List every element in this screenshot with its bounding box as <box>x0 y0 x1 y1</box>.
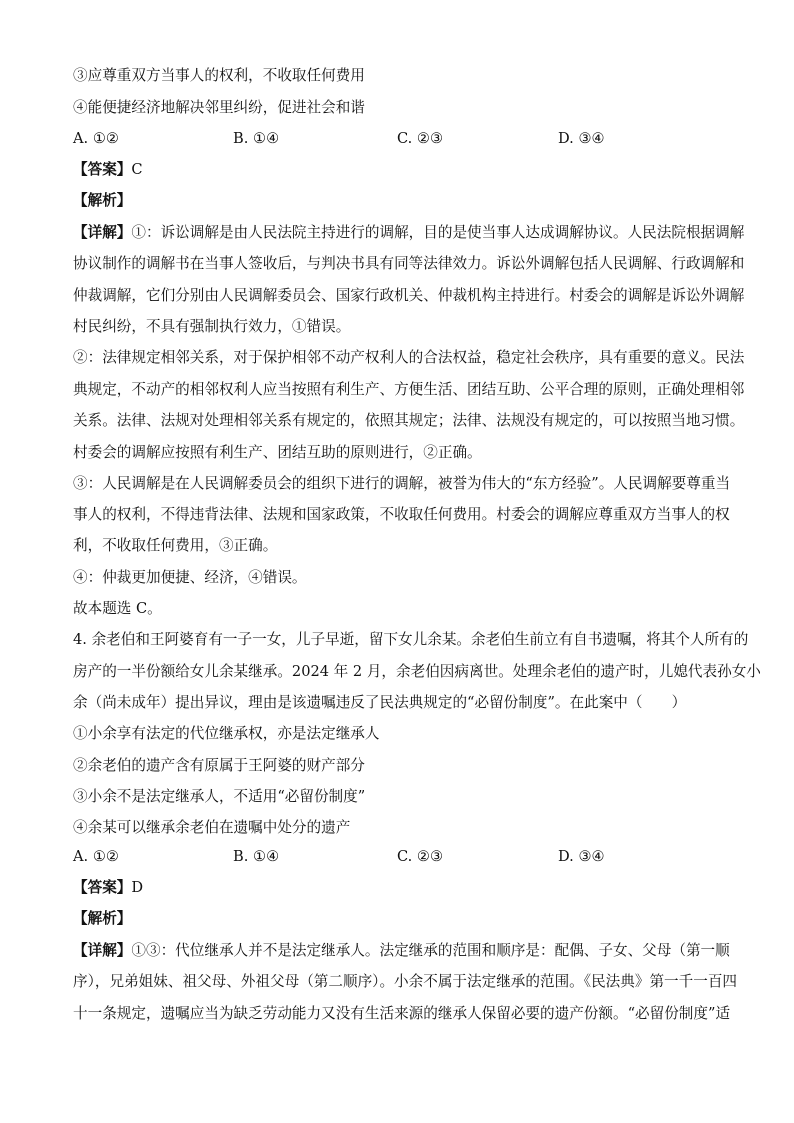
analysis-tag: 【解析】 <box>73 192 132 209</box>
detail-line: 利，不收取任何费用，③正确。 <box>73 537 278 554</box>
detail-line: 仲裁调解，它们分别由人民调解委员会、国家行政机关、仲裁机构主持进行。村委会的调解是诉讼外调解 <box>73 287 745 304</box>
detail-line: 关系。法律、法规对处理相邻关系有规定的，依照其规定；法律、法规没有规定的，可以按照当地习惯。 <box>73 412 745 429</box>
choice-item-4: ④能便捷经济地解决邻里纠纷，促进社会和谐 <box>73 99 365 116</box>
detail-line: 协议制作的调解书在当事人签收后，与判决书具有同等法律效力。诉讼外调解包括人民调解、行政调解和 <box>73 255 745 272</box>
question-stem-line: 房产的一半份额给女儿余某继承。2024 年 2 月，余老伯因病离世。处理余老伯的遗产时，儿媳代表孙女小 <box>73 663 761 680</box>
q4-analysis-tag: 【解析】 <box>73 910 132 927</box>
q4-detail-line: 十一条规定，遗嘱应当为缺乏劳动能力又没有生活来源的继承人保留必要的遗产份额。“必留份制度”适 <box>73 1005 731 1022</box>
option-d: D. ③④ <box>558 848 605 865</box>
question-stem-line: 余（尚未成年）提出异议，理由是该遗嘱违反了民法典规定的“必留份制度”。在此案中（ ） <box>73 694 687 711</box>
answer-line <box>73 160 143 180</box>
detail-tag: 【详解】 <box>73 942 132 959</box>
detail-tag: 【详解】 <box>73 224 132 241</box>
q4-choice-2: ②余老伯的遗产含有原属于王阿婆的财产部分 <box>73 757 365 774</box>
detail-line: ④：仲裁更加便捷、经济，④错误。 <box>73 569 307 586</box>
q4-answer-options <box>73 847 723 867</box>
option-c: C. ②③ <box>397 848 444 865</box>
detail-line: ②：法律规定相邻关系，对于保护相邻不动产权利人的合法权益，稳定社会秩序，具有重要的意义。民法 <box>73 349 745 366</box>
option-d: D. ③④ <box>558 130 605 147</box>
option-b: B. ①④ <box>233 130 280 147</box>
detail-line: ③：人民调解是在人民调解委员会的组织下进行的调解，被誉为伟大的“东方经验”。人民调解要尊重当 <box>73 475 731 492</box>
option-a: A. ①② <box>73 130 119 147</box>
q4-detail-line: 【详解】①③：代位继承人并不是法定继承人。法定继承的范围和顺序是：配偶、子女、父母（第一顺 <box>73 942 730 959</box>
detail-line: 【详解】①：诉讼调解是由人民法院主持进行的调解，目的是使当事人达成调解协议。人民法院根据调解 <box>73 224 745 241</box>
detail-line: 典规定，不动产的相邻权利人应当按照有利生产、方便生活、团结互助、公平合理的原则，正确处理相邻 <box>73 381 745 398</box>
q4-detail-line: 序），兄弟姐妹、祖父母、外祖父母（第二顺序）。小余不属于法定继承的范围。《民法典》第一千一百四 <box>73 973 738 990</box>
choice-item-3: ③应尊重双方当事人的权利，不收取任何费用 <box>73 67 365 84</box>
answer-value: D <box>131 879 144 896</box>
question-stem-line: 4. 余老伯和王阿婆育有一子一女，儿子早逝，留下女儿余某。余老伯生前立有自书遗嘱，将其个人所有的 <box>73 631 749 648</box>
option-b: B. ①④ <box>233 848 280 865</box>
answer-value: C <box>131 161 143 178</box>
detail-line: 村民纠纷，不具有强制执行效力，①错误。 <box>73 318 351 335</box>
answer-tag: 【答案】 <box>73 161 132 178</box>
q4-choice-1: ①小余享有法定的代位继承权，亦是法定继承人 <box>73 725 380 742</box>
q4-answer-line <box>73 878 143 898</box>
detail-line: 事人的权利，不得违背法律、法规和国家政策，不收取任何费用。村委会的调解应尊重双方当事人的权 <box>73 506 730 523</box>
q4-choice-4: ④余某可以继承余老伯在遗嘱中处分的遗产 <box>73 819 351 836</box>
answer-tag: 【答案】 <box>73 879 132 896</box>
q4-choice-3: ③小余不是法定继承人，不适用“必留份制度” <box>73 788 366 805</box>
conclusion-line: 故本题选 C。 <box>73 600 162 617</box>
option-c: C. ②③ <box>397 130 444 147</box>
detail-line: 村委会的调解应按照有利生产、团结互助的原则进行，②正确。 <box>73 444 482 461</box>
answer-options <box>73 129 723 149</box>
option-a: A. ①② <box>73 848 119 865</box>
